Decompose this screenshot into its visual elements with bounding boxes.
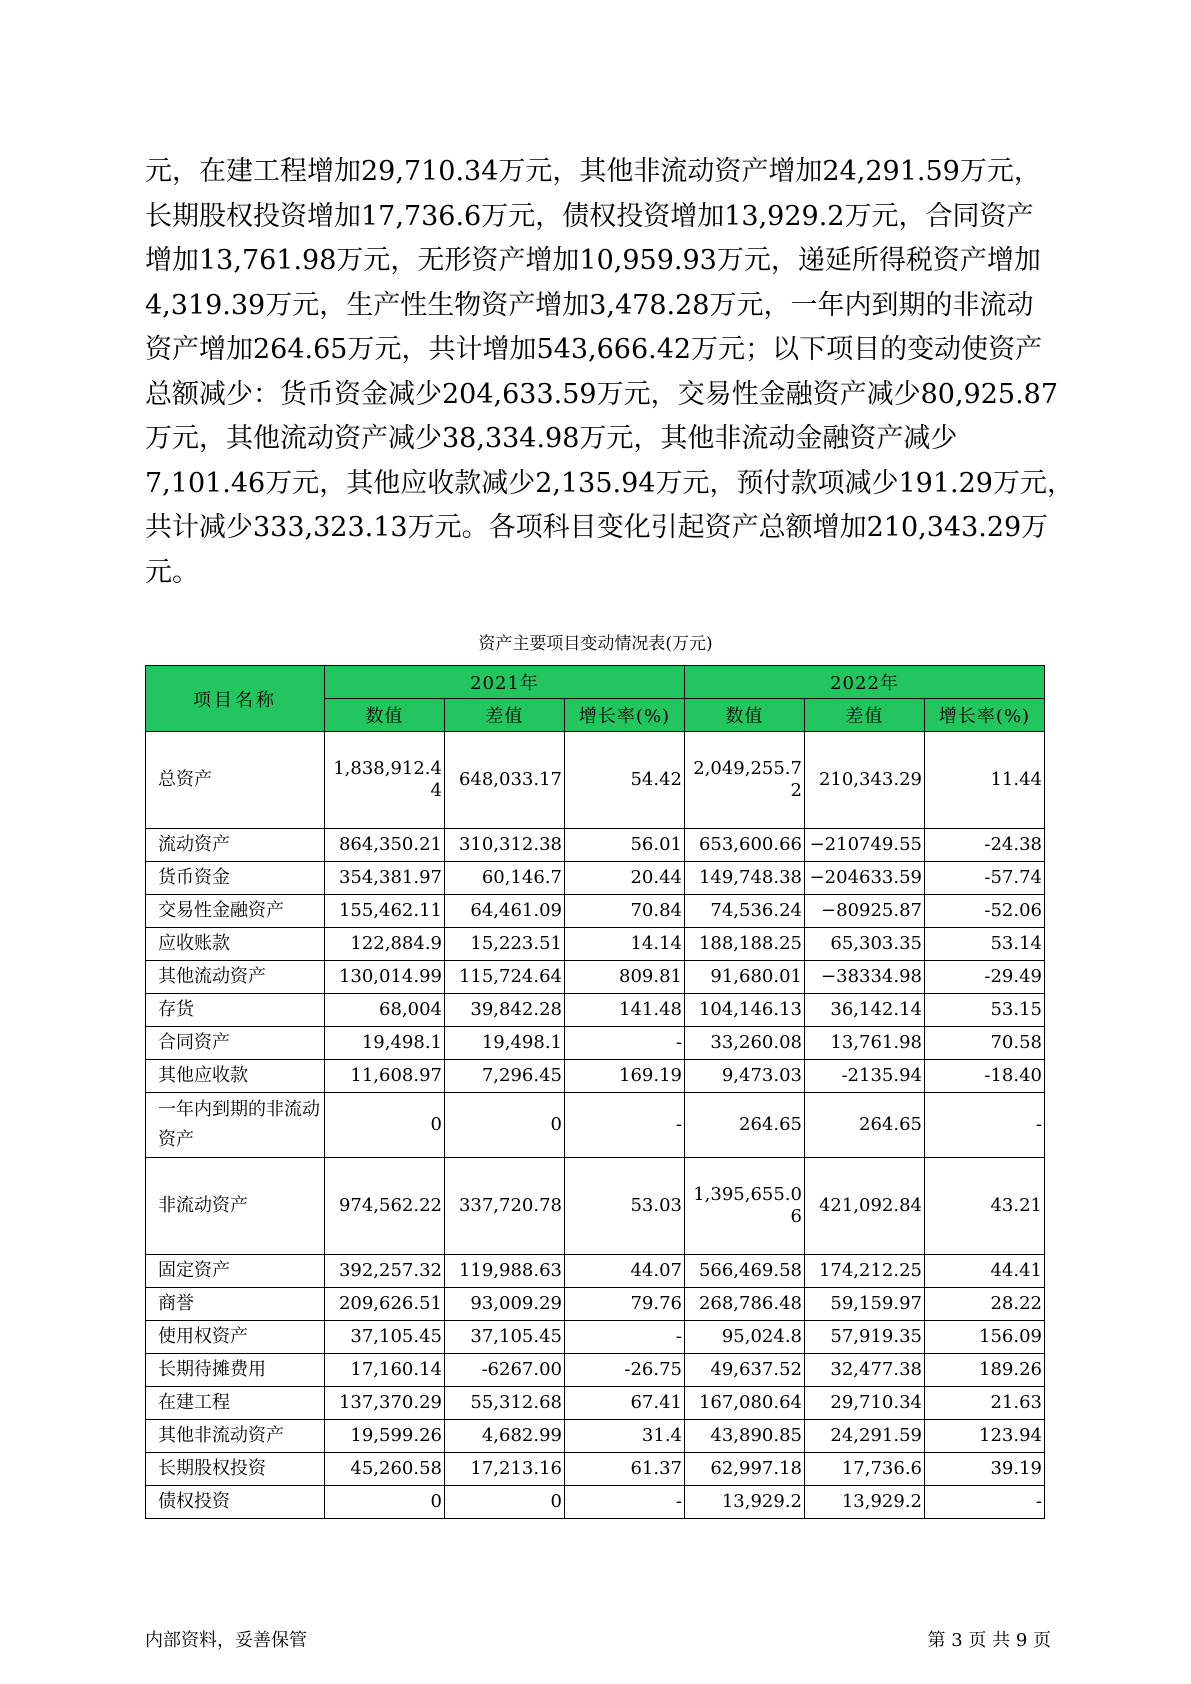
- row-label: 长期股权投资: [146, 1453, 325, 1486]
- cell-value: 14.14: [565, 928, 685, 961]
- cell-value: 17,213.16: [445, 1453, 565, 1486]
- cell-value: 70.84: [565, 895, 685, 928]
- cell-value: 37,105.45: [325, 1321, 445, 1354]
- cell-value: 54.42: [565, 732, 685, 829]
- cell-value: 392,257.32: [325, 1255, 445, 1288]
- table-row: [146, 1453, 1045, 1486]
- cell-value: 93,009.29: [445, 1288, 565, 1321]
- cell-value: 29,710.34: [805, 1387, 925, 1420]
- cell-value: 122,884.9: [325, 928, 445, 961]
- cell-value: 55,312.68: [445, 1387, 565, 1420]
- row-label: 一年内到期的非流动资产: [146, 1093, 325, 1158]
- table-row: [146, 862, 1045, 895]
- cell-value: 65,303.35: [805, 928, 925, 961]
- row-label: 货币资金: [146, 862, 325, 895]
- cell-value: 15,223.51: [445, 928, 565, 961]
- cell-value: 70.58: [925, 1027, 1045, 1060]
- table-row: [146, 1486, 1045, 1519]
- cell-value: -: [565, 1027, 685, 1060]
- cell-value: 17,160.14: [325, 1354, 445, 1387]
- cell-value: 0: [325, 1486, 445, 1519]
- cell-value: 39,842.28: [445, 994, 565, 1027]
- row-label: 流动资产: [146, 829, 325, 862]
- cell-value: 20.44: [565, 862, 685, 895]
- cell-value: 0: [445, 1486, 565, 1519]
- cell-value: 37,105.45: [445, 1321, 565, 1354]
- subheader-growth: 增长率(%): [925, 699, 1045, 732]
- row-label: 其他应收款: [146, 1060, 325, 1093]
- cell-value: 95,024.8: [685, 1321, 805, 1354]
- cell-value: 156.09: [925, 1321, 1045, 1354]
- cell-value: -: [925, 1093, 1045, 1158]
- paragraph-line: 4,319.39万元，生产性生物资产增加3,478.28万元，一年内到期的非流动: [145, 289, 1034, 321]
- table-row: [146, 1420, 1045, 1453]
- row-label: 使用权资产: [146, 1321, 325, 1354]
- cell-value: 62,997.18: [685, 1453, 805, 1486]
- cell-value: 53.15: [925, 994, 1045, 1027]
- cell-value: 421,092.84: [805, 1158, 925, 1255]
- cell-value: -: [565, 1321, 685, 1354]
- cell-value: 19,599.26: [325, 1420, 445, 1453]
- row-label: 应收账款: [146, 928, 325, 961]
- cell-value: 59,159.97: [805, 1288, 925, 1321]
- cell-value: 310,312.38: [445, 829, 565, 862]
- cell-value: -29.49: [925, 961, 1045, 994]
- cell-value: 115,724.64: [445, 961, 565, 994]
- table-row: [146, 1060, 1045, 1093]
- cell-value: 141.48: [565, 994, 685, 1027]
- cell-value: 79.76: [565, 1288, 685, 1321]
- table-row: [146, 1354, 1045, 1387]
- cell-value: 7,296.45: [445, 1060, 565, 1093]
- row-label: 固定资产: [146, 1255, 325, 1288]
- column-header-year-2021: 2021年: [325, 666, 685, 699]
- cell-value: -2135.94: [805, 1060, 925, 1093]
- cell-value: 43,890.85: [685, 1420, 805, 1453]
- cell-value: 67.41: [565, 1387, 685, 1420]
- cell-value: 53.14: [925, 928, 1045, 961]
- cell-value: -52.06: [925, 895, 1045, 928]
- paragraph-line: 7,101.46万元，其他应收款减少2,135.94万元，预付款项减少191.29万元，: [145, 467, 1074, 499]
- body-paragraph: [145, 150, 1074, 595]
- cell-value: 36,142.14: [805, 994, 925, 1027]
- cell-value: 19,498.1: [325, 1027, 445, 1060]
- cell-value: 123.94: [925, 1420, 1045, 1453]
- table-row: [146, 1288, 1045, 1321]
- cell-value: 28.22: [925, 1288, 1045, 1321]
- cell-value: 9,473.03: [685, 1060, 805, 1093]
- table-row: [146, 994, 1045, 1027]
- cell-value: 174,212.25: [805, 1255, 925, 1288]
- cell-value: 33,260.08: [685, 1027, 805, 1060]
- paragraph-line: 共计减少333,323.13万元。各项科目变化引起资产总额增加210,343.29万: [145, 512, 1049, 543]
- row-label: 总资产: [146, 732, 325, 829]
- cell-value: 32,477.38: [805, 1354, 925, 1387]
- table-row: [146, 1093, 1045, 1158]
- table-row: [146, 1387, 1045, 1420]
- cell-value: −204633.59: [805, 862, 925, 895]
- cell-value: 130,014.99: [325, 961, 445, 994]
- cell-value: -: [565, 1093, 685, 1158]
- cell-value: 60,146.7: [445, 862, 565, 895]
- cell-value: 44.07: [565, 1255, 685, 1288]
- subheader-growth: 增长率(%): [565, 699, 685, 732]
- row-label: 在建工程: [146, 1387, 325, 1420]
- cell-value: 119,988.63: [445, 1255, 565, 1288]
- row-label: 非流动资产: [146, 1158, 325, 1255]
- paragraph-line: 总额减少：货币资金减少204,633.59万元，交易性金融资产减少80,925.87: [145, 378, 1059, 410]
- cell-value: 56.01: [565, 829, 685, 862]
- row-label: 存货: [146, 994, 325, 1027]
- cell-value: 11.44: [925, 732, 1045, 829]
- subheader-diff: 差值: [805, 699, 925, 732]
- cell-value: 49,637.52: [685, 1354, 805, 1387]
- paragraph-line: 长期股权投资增加17,736.6万元，债权投资增加13,929.2万元，合同资产: [145, 200, 1034, 232]
- cell-value: 2,049,255.72: [685, 732, 805, 829]
- cell-value: 149,748.38: [685, 862, 805, 895]
- cell-value: 169.19: [565, 1060, 685, 1093]
- cell-value: 53.03: [565, 1158, 685, 1255]
- column-header-year-2022: 2022年: [685, 666, 1045, 699]
- row-label: 交易性金融资产: [146, 895, 325, 928]
- cell-value: 268,786.48: [685, 1288, 805, 1321]
- cell-value: 0: [445, 1093, 565, 1158]
- cell-value: 809.81: [565, 961, 685, 994]
- cell-value: 209,626.51: [325, 1288, 445, 1321]
- subheader-diff: 差值: [445, 699, 565, 732]
- cell-value: 210,343.29: [805, 732, 925, 829]
- paragraph-line: 万元，其他流动资产减少38,334.98万元，其他非流动金融资产减少: [145, 423, 958, 454]
- paragraph-line: 资产增加264.65万元，共计增加543,666.42万元；以下项目的变动使资产: [145, 334, 1043, 365]
- cell-value: 1,838,912.44: [325, 732, 445, 829]
- cell-value: 31.4: [565, 1420, 685, 1453]
- cell-value: -6267.00: [445, 1354, 565, 1387]
- cell-value: 566,469.58: [685, 1255, 805, 1288]
- asset-change-table: [145, 665, 1045, 1519]
- table-row: [146, 1321, 1045, 1354]
- row-label: 合同资产: [146, 1027, 325, 1060]
- cell-value: 4,682.99: [445, 1420, 565, 1453]
- cell-value: -: [925, 1486, 1045, 1519]
- table-row: [146, 829, 1045, 862]
- cell-value: 57,919.35: [805, 1321, 925, 1354]
- row-label: 其他非流动资产: [146, 1420, 325, 1453]
- cell-value: 24,291.59: [805, 1420, 925, 1453]
- cell-value: 104,146.13: [685, 994, 805, 1027]
- table-row: [146, 895, 1045, 928]
- table-row: [146, 961, 1045, 994]
- footer-confidential-note: 内部资料，妥善保管: [145, 1630, 307, 1651]
- table-caption: 资产主要项目变动情况表(万元): [478, 634, 713, 654]
- cell-value: 17,736.6: [805, 1453, 925, 1486]
- table-row: [146, 732, 1045, 829]
- cell-value: 43.21: [925, 1158, 1045, 1255]
- row-label: 商誉: [146, 1288, 325, 1321]
- cell-value: 864,350.21: [325, 829, 445, 862]
- paragraph-line: 元，在建工程增加29,710.34万元，其他非流动资产增加24,291.59万元，: [145, 156, 1041, 187]
- cell-value: 19,498.1: [445, 1027, 565, 1060]
- subheader-value: 数值: [685, 699, 805, 732]
- cell-value: 0: [325, 1093, 445, 1158]
- cell-value: 653,600.66: [685, 829, 805, 862]
- cell-value: 21.63: [925, 1387, 1045, 1420]
- cell-value: -: [565, 1486, 685, 1519]
- cell-value: 74,536.24: [685, 895, 805, 928]
- cell-value: 13,929.2: [685, 1486, 805, 1519]
- table-row: [146, 928, 1045, 961]
- cell-value: −38334.98: [805, 961, 925, 994]
- cell-value: 44.41: [925, 1255, 1045, 1288]
- cell-value: -24.38: [925, 829, 1045, 862]
- cell-value: 264.65: [805, 1093, 925, 1158]
- table-row: [146, 1255, 1045, 1288]
- cell-value: 137,370.29: [325, 1387, 445, 1420]
- cell-value: 68,004: [325, 994, 445, 1027]
- cell-value: 264.65: [685, 1093, 805, 1158]
- cell-value: 13,761.98: [805, 1027, 925, 1060]
- row-label: 其他流动资产: [146, 961, 325, 994]
- cell-value: 354,381.97: [325, 862, 445, 895]
- cell-value: 91,680.01: [685, 961, 805, 994]
- cell-value: 337,720.78: [445, 1158, 565, 1255]
- cell-value: 13,929.2: [805, 1486, 925, 1519]
- cell-value: -18.40: [925, 1060, 1045, 1093]
- cell-value: 155,462.11: [325, 895, 445, 928]
- cell-value: 45,260.58: [325, 1453, 445, 1486]
- cell-value: 39.19: [925, 1453, 1045, 1486]
- cell-value: 11,608.97: [325, 1060, 445, 1093]
- cell-value: 1,395,655.06: [685, 1158, 805, 1255]
- cell-value: 64,461.09: [445, 895, 565, 928]
- cell-value: 974,562.22: [325, 1158, 445, 1255]
- cell-value: 189.26: [925, 1354, 1045, 1387]
- cell-value: 648,033.17: [445, 732, 565, 829]
- table-row: [146, 1027, 1045, 1060]
- column-header-name: 项目名称: [146, 666, 325, 732]
- cell-value: 188,188.25: [685, 928, 805, 961]
- cell-value: -26.75: [565, 1354, 685, 1387]
- paragraph-line: 增加13,761.98万元，无形资产增加10,959.93万元，递延所得税资产增加: [145, 245, 1041, 276]
- cell-value: 167,080.64: [685, 1387, 805, 1420]
- row-label: 长期待摊费用: [146, 1354, 325, 1387]
- table-row: [146, 1158, 1045, 1255]
- cell-value: −80925.87: [805, 895, 925, 928]
- row-label: 债权投资: [146, 1486, 325, 1519]
- cell-value: 61.37: [565, 1453, 685, 1486]
- paragraph-line: 元。: [145, 556, 199, 588]
- cell-value: −210749.55: [805, 829, 925, 862]
- subheader-value: 数值: [325, 699, 445, 732]
- cell-value: -57.74: [925, 862, 1045, 895]
- footer-page-number: 第 3 页 共 9 页: [927, 1630, 1051, 1651]
